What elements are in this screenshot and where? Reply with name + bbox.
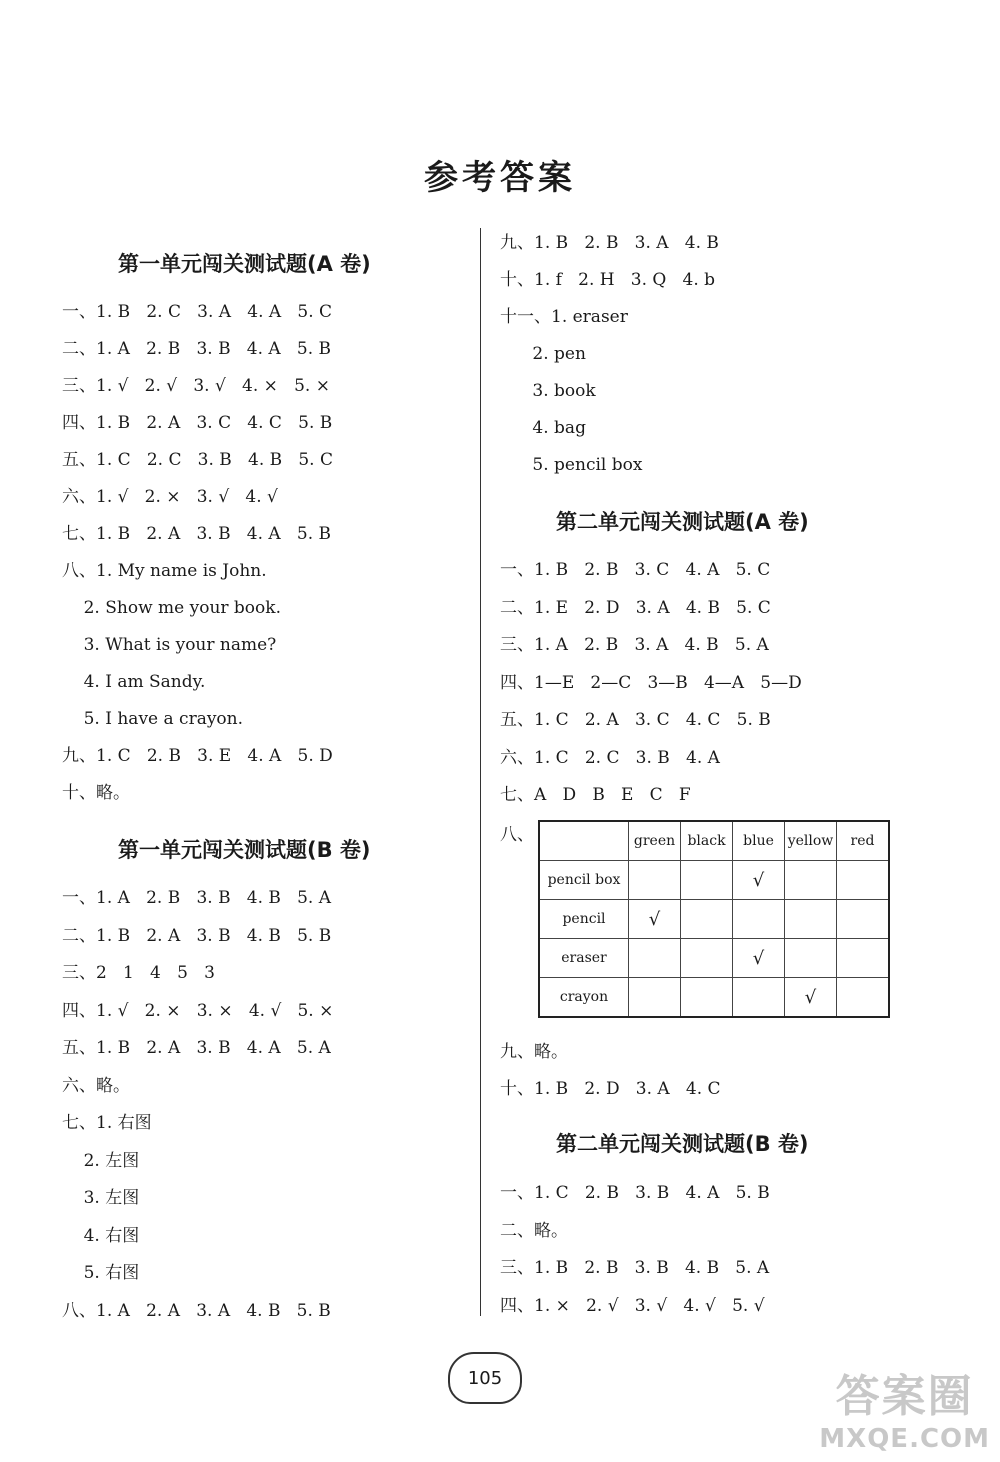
answer-line: 2. Show me your book. bbox=[62, 598, 281, 618]
table-cell bbox=[837, 861, 890, 900]
answer-line: 一、1. B 2. C 3. A 4. A 5. C bbox=[62, 302, 333, 322]
answer-line: 4. bag bbox=[500, 418, 586, 438]
answer-line: 3. What is your name? bbox=[62, 635, 277, 655]
answer-line: 五、1. C 2. A 3. C 4. C 5. B bbox=[500, 710, 771, 730]
table-corner-cell bbox=[539, 821, 629, 861]
answer-line: 三、2 1 4 5 3 bbox=[62, 963, 215, 983]
page-title: 参考答案 bbox=[424, 158, 576, 198]
watermark-logo: 答案圈 bbox=[835, 1371, 974, 1422]
table-cell bbox=[629, 978, 681, 1018]
table-cell bbox=[837, 939, 890, 978]
table-cell bbox=[629, 939, 681, 978]
answer-line: 四、1—E 2—C 3—B 4—A 5—D bbox=[500, 672, 802, 693]
column-divider bbox=[480, 228, 481, 1316]
watermark-domain: MXQE.COM bbox=[819, 1424, 990, 1454]
answer-line: 六、1. C 2. C 3. B 4. A bbox=[500, 747, 720, 768]
table-col-header: blue bbox=[733, 821, 785, 861]
page-number: 105 bbox=[448, 1352, 522, 1404]
answer-line: 九、略。 bbox=[500, 1042, 568, 1062]
table-cell bbox=[733, 978, 785, 1018]
table-cell: √ bbox=[733, 861, 785, 900]
answer-line: 一、1. A 2. B 3. B 4. B 5. A bbox=[62, 888, 331, 908]
answer-line: 3. 左图 bbox=[62, 1188, 140, 1208]
answer-line: 十、1. B 2. D 3. A 4. C bbox=[500, 1079, 721, 1099]
table-cell bbox=[837, 900, 890, 939]
answer-line: 4. 右图 bbox=[62, 1225, 140, 1246]
table-row-label: pencil box bbox=[539, 861, 629, 900]
answer-line: 六、1. √ 2. × 3. √ 4. √ bbox=[62, 487, 278, 507]
answer-line: 五、1. B 2. A 3. B 4. A 5. A bbox=[62, 1038, 331, 1058]
answer-line: 一、1. B 2. B 3. C 4. A 5. C bbox=[500, 560, 771, 580]
answer-line: 九、1. C 2. B 3. E 4. A 5. D bbox=[62, 746, 333, 766]
answer-line: 十、1. f 2. H 3. Q 4. b bbox=[500, 270, 716, 290]
table-cell: √ bbox=[629, 900, 681, 939]
table-header-row bbox=[539, 821, 889, 861]
table-cell bbox=[681, 939, 733, 978]
answer-line: 2. 左图 bbox=[62, 1150, 140, 1171]
table-col-header: black bbox=[681, 821, 733, 861]
section-title-unit1-b: 第一单元闯关测试题(B 卷) bbox=[118, 838, 371, 862]
answer-line: 八、1. A 2. A 3. A 4. B 5. B bbox=[62, 1300, 331, 1321]
table-cell bbox=[785, 939, 837, 978]
answer-line: 九、1. B 2. B 3. A 4. B bbox=[500, 233, 719, 253]
answer-line: 十、略。 bbox=[62, 783, 130, 803]
answer-line: 四、1. × 2. √ 3. √ 4. √ 5. √ bbox=[500, 1295, 765, 1316]
table-cell bbox=[629, 861, 681, 900]
section-title-unit1-a: 第一单元闯关测试题(A 卷) bbox=[118, 252, 371, 276]
table-row-label: eraser bbox=[539, 939, 629, 978]
table-cell bbox=[837, 978, 890, 1018]
answer-line: 5. 右图 bbox=[62, 1263, 140, 1283]
table-cell: √ bbox=[785, 978, 837, 1018]
answer-line: 三、1. A 2. B 3. A 4. B 5. A bbox=[500, 635, 769, 655]
table-row-label: pencil bbox=[539, 900, 629, 939]
color-matching-table bbox=[538, 820, 890, 1018]
answer-line: 七、A D B E C F bbox=[500, 785, 691, 805]
answer-line: 六、略。 bbox=[62, 1075, 130, 1096]
answer-line: 二、1. A 2. B 3. B 4. A 5. B bbox=[62, 339, 331, 359]
answer-line: 5. pencil box bbox=[500, 455, 643, 475]
table-col-header: green bbox=[629, 821, 681, 861]
answer-line: 十一、1. eraser bbox=[500, 307, 628, 327]
table-row bbox=[539, 939, 889, 978]
answer-line: 二、略。 bbox=[500, 1220, 568, 1241]
table-row bbox=[539, 978, 889, 1018]
answer-line: 七、1. B 2. A 3. B 4. A 5. B bbox=[62, 524, 331, 544]
table-cell bbox=[785, 900, 837, 939]
answer-line: 二、1. B 2. A 3. B 4. B 5. B bbox=[62, 925, 332, 946]
table-cell bbox=[681, 900, 733, 939]
table-cell bbox=[681, 861, 733, 900]
answer-line: 七、1. 右图 bbox=[62, 1113, 152, 1133]
answer-line: 5. I have a crayon. bbox=[62, 709, 244, 729]
table-cell bbox=[785, 861, 837, 900]
watermark bbox=[819, 1360, 990, 1454]
answer-line: 3. book bbox=[500, 381, 596, 401]
answer-line: 八、1. My name is John. bbox=[62, 561, 267, 581]
table-cell bbox=[733, 900, 785, 939]
table-col-header: yellow bbox=[785, 821, 837, 861]
answer-line: 一、1. C 2. B 3. B 4. A 5. B bbox=[500, 1183, 770, 1203]
answer-line: 二、1. E 2. D 3. A 4. B 5. C bbox=[500, 597, 771, 618]
answer-line: 三、1. B 2. B 3. B 4. B 5. A bbox=[500, 1258, 770, 1278]
section-title-unit2-a: 第二单元闯关测试题(A 卷) bbox=[556, 510, 809, 534]
table-cell: √ bbox=[733, 939, 785, 978]
answer-line: 三、1. √ 2. √ 3. √ 4. × 5. × bbox=[62, 376, 330, 396]
answer-line: 四、1. B 2. A 3. C 4. C 5. B bbox=[62, 413, 333, 433]
answer-line: 五、1. C 2. C 3. B 4. B 5. C bbox=[62, 450, 333, 470]
section-title-unit2-b: 第二单元闯关测试题(B 卷) bbox=[556, 1132, 809, 1156]
table-row bbox=[539, 861, 889, 900]
table-row-label: crayon bbox=[539, 978, 629, 1018]
table-row bbox=[539, 900, 889, 939]
answer-line: 4. I am Sandy. bbox=[62, 672, 206, 692]
answer-line-table-label: 八、 bbox=[500, 825, 534, 845]
table-col-header: red bbox=[837, 821, 890, 861]
answer-line: 2. pen bbox=[500, 344, 586, 364]
answer-line: 四、1. √ 2. × 3. × 4. √ 5. × bbox=[62, 1000, 334, 1021]
table-cell bbox=[681, 978, 733, 1018]
